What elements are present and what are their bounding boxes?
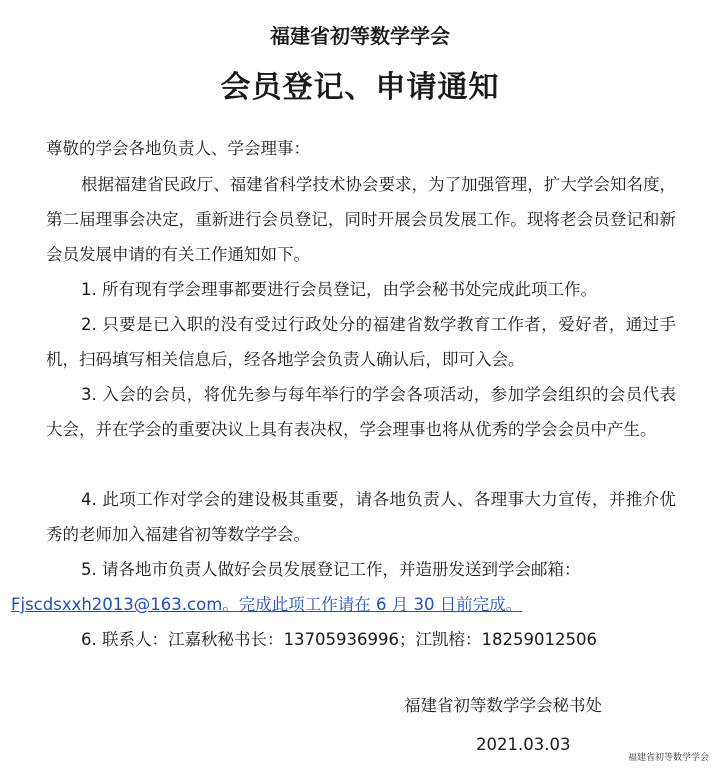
email-address[interactable]: Fjscdsxxh2013@163.com bbox=[11, 595, 223, 614]
item-3: 3. 入会的会员，将优先参与每年举行的学会各项活动，参加学会组织的会员代表大会，并在学会的重要决议上具有表决权，学会理事也将从优秀的学会会员中产生。 bbox=[46, 385, 676, 439]
watermark: 福建省初等数学学会 bbox=[628, 753, 710, 763]
organization-title: 福建省初等数学学会 bbox=[270, 24, 450, 48]
item-5 bbox=[11, 552, 676, 622]
intro-paragraph: 根据福建省民政厅、福建省科学技术协会要求，为了加强管理，扩大学会知名度，第二届理事会决定，重新进行会员登记，同时开展会员发展工作。现将老会员登记和新会员发展申请的有关工作通知如下。 bbox=[46, 175, 676, 264]
item-1: 1. 所有现有学会理事都要进行会员登记，由学会秘书处完成此项工作。 bbox=[81, 280, 597, 299]
greeting: 尊敬的学会各地负责人、学会理事： bbox=[46, 139, 310, 158]
notice-title: 会员登记、申请通知 bbox=[220, 70, 500, 105]
item-5-text: 5. 请各地市负责人做好会员发展登记工作，并造册发送到学会邮箱： bbox=[81, 560, 581, 579]
email-link[interactable] bbox=[11, 587, 676, 622]
signature: 福建省初等数学学会秘书处 bbox=[404, 696, 602, 715]
item-2: 2. 只要是已入职的没有受过行政处分的福建省数学教育工作者，爱好者，通过手机，扫码填写相关信息后，经各地学会负责人确认后，即可入会。 bbox=[46, 315, 676, 369]
item-6-contacts: 6. 联系人：江嘉秋秘书长：13705936996；江凯榕：18259012506 bbox=[81, 630, 597, 649]
deadline-text[interactable]: 。完成此项工作请在 6 月 30 日前完成。 bbox=[222, 595, 523, 614]
date: 2021.03.03 bbox=[476, 735, 571, 754]
item-4: 4. 此项工作对学会的建设极其重要，请各地负责人、各理事大力宣传，并推介优秀的老师加入福建省初等数学学会。 bbox=[46, 490, 676, 544]
